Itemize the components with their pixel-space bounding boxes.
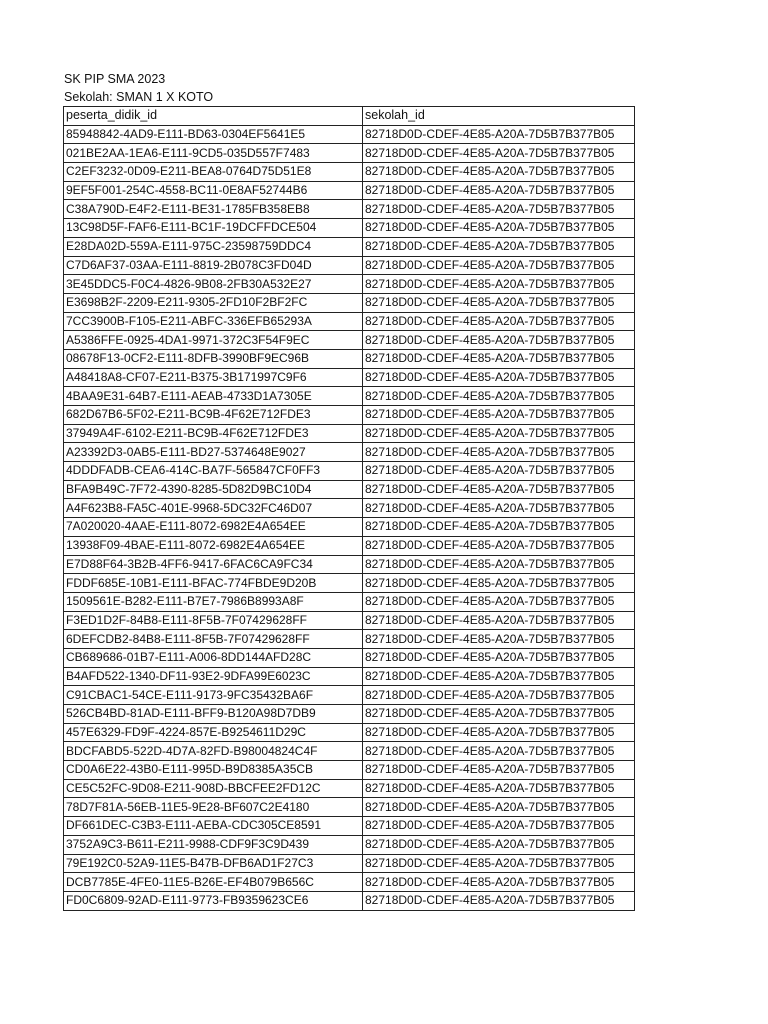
cell-sekolah-id: 82718D0D-CDEF-4E85-A20A-7D5B7B377B05 bbox=[363, 873, 635, 892]
cell-sekolah-id: 82718D0D-CDEF-4E85-A20A-7D5B7B377B05 bbox=[363, 312, 635, 331]
table-row bbox=[64, 686, 635, 705]
cell-sekolah-id: 82718D0D-CDEF-4E85-A20A-7D5B7B377B05 bbox=[363, 667, 635, 686]
cell-sekolah-id: 82718D0D-CDEF-4E85-A20A-7D5B7B377B05 bbox=[363, 331, 635, 350]
table-row bbox=[64, 574, 635, 593]
table-row bbox=[64, 592, 635, 611]
cell-peserta-didik-id: 682D67B6-5F02-E211-BC9B-4F62E712FDE3 bbox=[64, 406, 363, 425]
cell-peserta-didik-id: C38A790D-E4F2-E111-BE31-1785FB358EB8 bbox=[64, 200, 363, 219]
cell-peserta-didik-id: 021BE2AA-1EA6-E111-9CD5-035D557F7483 bbox=[64, 144, 363, 163]
document-page bbox=[63, 70, 636, 911]
cell-peserta-didik-id: E3698B2F-2209-E211-9305-2FD10F2BF2FC bbox=[64, 293, 363, 312]
cell-peserta-didik-id: C7D6AF37-03AA-E111-8819-2B078C3FD04D bbox=[64, 256, 363, 275]
cell-sekolah-id: 82718D0D-CDEF-4E85-A20A-7D5B7B377B05 bbox=[363, 723, 635, 742]
data-table bbox=[63, 106, 635, 911]
table-row bbox=[64, 144, 635, 163]
cell-sekolah-id: 82718D0D-CDEF-4E85-A20A-7D5B7B377B05 bbox=[363, 462, 635, 481]
cell-sekolah-id: 82718D0D-CDEF-4E85-A20A-7D5B7B377B05 bbox=[363, 163, 635, 182]
cell-sekolah-id: 82718D0D-CDEF-4E85-A20A-7D5B7B377B05 bbox=[363, 406, 635, 425]
table-row bbox=[64, 181, 635, 200]
cell-peserta-didik-id: 6DEFCDB2-84B8-E111-8F5B-7F07429628FF bbox=[64, 630, 363, 649]
document-title: SK PIP SMA 2023 bbox=[64, 72, 166, 86]
table-row bbox=[64, 873, 635, 892]
table-row bbox=[64, 555, 635, 574]
cell-sekolah-id: 82718D0D-CDEF-4E85-A20A-7D5B7B377B05 bbox=[363, 349, 635, 368]
cell-peserta-didik-id: C2EF3232-0D09-E211-BEA8-0764D75D51E8 bbox=[64, 163, 363, 182]
cell-peserta-didik-id: FDDF685E-10B1-E111-BFAC-774FBDE9D20B bbox=[64, 574, 363, 593]
table-row bbox=[64, 368, 635, 387]
cell-peserta-didik-id: 457E6329-FD9F-4224-857E-B9254611D29C bbox=[64, 723, 363, 742]
cell-sekolah-id: 82718D0D-CDEF-4E85-A20A-7D5B7B377B05 bbox=[363, 742, 635, 761]
cell-sekolah-id: 82718D0D-CDEF-4E85-A20A-7D5B7B377B05 bbox=[363, 499, 635, 518]
table-row bbox=[64, 125, 635, 144]
cell-peserta-didik-id: BFA9B49C-7F72-4390-8285-5D82D9BC10D4 bbox=[64, 480, 363, 499]
cell-peserta-didik-id: 7CC3900B-F105-E211-ABFC-336EFB65293A bbox=[64, 312, 363, 331]
cell-sekolah-id: 82718D0D-CDEF-4E85-A20A-7D5B7B377B05 bbox=[363, 705, 635, 724]
cell-peserta-didik-id: E28DA02D-559A-E111-975C-23598759DDC4 bbox=[64, 237, 363, 256]
table-row bbox=[64, 387, 635, 406]
cell-sekolah-id: 82718D0D-CDEF-4E85-A20A-7D5B7B377B05 bbox=[363, 368, 635, 387]
table-row bbox=[64, 424, 635, 443]
cell-peserta-didik-id: 526CB4BD-81AD-E111-BFF9-B120A98D7DB9 bbox=[64, 705, 363, 724]
table-row bbox=[64, 518, 635, 537]
cell-sekolah-id: 82718D0D-CDEF-4E85-A20A-7D5B7B377B05 bbox=[363, 854, 635, 873]
table-row bbox=[64, 817, 635, 836]
cell-peserta-didik-id: E7D88F64-3B2B-4FF6-9417-6FAC6CA9FC34 bbox=[64, 555, 363, 574]
table-row bbox=[64, 349, 635, 368]
table-row bbox=[64, 480, 635, 499]
table-row bbox=[64, 723, 635, 742]
table-row bbox=[64, 200, 635, 219]
table-row bbox=[64, 742, 635, 761]
cell-sekolah-id: 82718D0D-CDEF-4E85-A20A-7D5B7B377B05 bbox=[363, 387, 635, 406]
cell-peserta-didik-id: BDCFABD5-522D-4D7A-82FD-B98004824C4F bbox=[64, 742, 363, 761]
table-row bbox=[64, 312, 635, 331]
cell-sekolah-id: 82718D0D-CDEF-4E85-A20A-7D5B7B377B05 bbox=[363, 237, 635, 256]
cell-sekolah-id: 82718D0D-CDEF-4E85-A20A-7D5B7B377B05 bbox=[363, 125, 635, 144]
column-header-sekolah-id: sekolah_id bbox=[363, 107, 635, 126]
cell-peserta-didik-id: 4DDDFADB-CEA6-414C-BA7F-565847CF0FF3 bbox=[64, 462, 363, 481]
cell-sekolah-id: 82718D0D-CDEF-4E85-A20A-7D5B7B377B05 bbox=[363, 256, 635, 275]
cell-peserta-didik-id: 08678F13-0CF2-E111-8DFB-3990BF9EC96B bbox=[64, 349, 363, 368]
cell-sekolah-id: 82718D0D-CDEF-4E85-A20A-7D5B7B377B05 bbox=[363, 275, 635, 294]
table-row bbox=[64, 219, 635, 238]
cell-sekolah-id: 82718D0D-CDEF-4E85-A20A-7D5B7B377B05 bbox=[363, 480, 635, 499]
table-row bbox=[64, 779, 635, 798]
table-row bbox=[64, 237, 635, 256]
cell-peserta-didik-id: 3752A9C3-B611-E211-9988-CDF9F3C9D439 bbox=[64, 835, 363, 854]
cell-peserta-didik-id: 3E45DDC5-F0C4-4826-9B08-2FB30A532E27 bbox=[64, 275, 363, 294]
cell-peserta-didik-id: FD0C6809-92AD-E111-9773-FB9359623CE6 bbox=[64, 891, 363, 910]
cell-sekolah-id: 82718D0D-CDEF-4E85-A20A-7D5B7B377B05 bbox=[363, 200, 635, 219]
cell-peserta-didik-id: 37949A4F-6102-E211-BC9B-4F62E712FDE3 bbox=[64, 424, 363, 443]
cell-peserta-didik-id: A48418A8-CF07-E211-B375-3B171997C9F6 bbox=[64, 368, 363, 387]
cell-peserta-didik-id: 79E192C0-52A9-11E5-B47B-DFB6AD1F27C3 bbox=[64, 854, 363, 873]
table-row bbox=[64, 293, 635, 312]
table-row bbox=[64, 667, 635, 686]
table-row bbox=[64, 891, 635, 910]
cell-sekolah-id: 82718D0D-CDEF-4E85-A20A-7D5B7B377B05 bbox=[363, 648, 635, 667]
cell-peserta-didik-id: 78D7F81A-56EB-11E5-9E28-BF607C2E4180 bbox=[64, 798, 363, 817]
cell-sekolah-id: 82718D0D-CDEF-4E85-A20A-7D5B7B377B05 bbox=[363, 611, 635, 630]
cell-peserta-didik-id: CE5C52FC-9D08-E211-908D-BBCFEE2FD12C bbox=[64, 779, 363, 798]
table-row bbox=[64, 406, 635, 425]
table-body bbox=[64, 125, 635, 910]
cell-sekolah-id: 82718D0D-CDEF-4E85-A20A-7D5B7B377B05 bbox=[363, 293, 635, 312]
table-row bbox=[64, 536, 635, 555]
cell-peserta-didik-id: CD0A6E22-43B0-E111-995D-B9D8385A35CB bbox=[64, 761, 363, 780]
cell-sekolah-id: 82718D0D-CDEF-4E85-A20A-7D5B7B377B05 bbox=[363, 219, 635, 238]
cell-sekolah-id: 82718D0D-CDEF-4E85-A20A-7D5B7B377B05 bbox=[363, 835, 635, 854]
table-row bbox=[64, 499, 635, 518]
cell-sekolah-id: 82718D0D-CDEF-4E85-A20A-7D5B7B377B05 bbox=[363, 686, 635, 705]
cell-peserta-didik-id: CB689686-01B7-E111-A006-8DD144AFD28C bbox=[64, 648, 363, 667]
cell-sekolah-id: 82718D0D-CDEF-4E85-A20A-7D5B7B377B05 bbox=[363, 443, 635, 462]
cell-peserta-didik-id: A23392D3-0AB5-E111-BD27-5374648E9027 bbox=[64, 443, 363, 462]
table-row bbox=[64, 648, 635, 667]
cell-peserta-didik-id: C91CBAC1-54CE-E111-9173-9FC35432BA6F bbox=[64, 686, 363, 705]
cell-peserta-didik-id: 85948842-4AD9-E111-BD63-0304EF5641E5 bbox=[64, 125, 363, 144]
table-row bbox=[64, 462, 635, 481]
cell-sekolah-id: 82718D0D-CDEF-4E85-A20A-7D5B7B377B05 bbox=[363, 891, 635, 910]
table-row bbox=[64, 275, 635, 294]
cell-sekolah-id: 82718D0D-CDEF-4E85-A20A-7D5B7B377B05 bbox=[363, 592, 635, 611]
cell-sekolah-id: 82718D0D-CDEF-4E85-A20A-7D5B7B377B05 bbox=[363, 536, 635, 555]
table-row bbox=[64, 611, 635, 630]
column-header-peserta-didik-id: peserta_didik_id bbox=[64, 107, 363, 126]
cell-peserta-didik-id: DF661DEC-C3B3-E111-AEBA-CDC305CE8591 bbox=[64, 817, 363, 836]
cell-peserta-didik-id: B4AFD522-1340-DF11-93E2-9DFA99E6023C bbox=[64, 667, 363, 686]
cell-peserta-didik-id: 13C98D5F-FAF6-E111-BC1F-19DCFFDCE504 bbox=[64, 219, 363, 238]
cell-sekolah-id: 82718D0D-CDEF-4E85-A20A-7D5B7B377B05 bbox=[363, 555, 635, 574]
table-row bbox=[64, 331, 635, 350]
table-row bbox=[64, 443, 635, 462]
table-row bbox=[64, 761, 635, 780]
cell-sekolah-id: 82718D0D-CDEF-4E85-A20A-7D5B7B377B05 bbox=[363, 798, 635, 817]
cell-peserta-didik-id: A5386FFE-0925-4DA1-9971-372C3F54F9EC bbox=[64, 331, 363, 350]
cell-sekolah-id: 82718D0D-CDEF-4E85-A20A-7D5B7B377B05 bbox=[363, 779, 635, 798]
school-line: Sekolah: SMAN 1 X KOTO bbox=[64, 90, 214, 104]
cell-peserta-didik-id: 7A020020-4AAE-E111-8072-6982E4A654EE bbox=[64, 518, 363, 537]
cell-peserta-didik-id: 4BAA9E31-64B7-E111-AEAB-4733D1A7305E bbox=[64, 387, 363, 406]
cell-peserta-didik-id: A4F623B8-FA5C-401E-9968-5DC32FC46D07 bbox=[64, 499, 363, 518]
cell-sekolah-id: 82718D0D-CDEF-4E85-A20A-7D5B7B377B05 bbox=[363, 181, 635, 200]
table-row bbox=[64, 798, 635, 817]
cell-sekolah-id: 82718D0D-CDEF-4E85-A20A-7D5B7B377B05 bbox=[363, 144, 635, 163]
cell-sekolah-id: 82718D0D-CDEF-4E85-A20A-7D5B7B377B05 bbox=[363, 574, 635, 593]
cell-peserta-didik-id: 13938F09-4BAE-E111-8072-6982E4A654EE bbox=[64, 536, 363, 555]
cell-sekolah-id: 82718D0D-CDEF-4E85-A20A-7D5B7B377B05 bbox=[363, 817, 635, 836]
table-row bbox=[64, 835, 635, 854]
cell-sekolah-id: 82718D0D-CDEF-4E85-A20A-7D5B7B377B05 bbox=[363, 518, 635, 537]
table-row bbox=[64, 163, 635, 182]
cell-peserta-didik-id: F3ED1D2F-84B8-E111-8F5B-7F07429628FF bbox=[64, 611, 363, 630]
cell-peserta-didik-id: 1509561E-B282-E111-B7E7-7986B8993A8F bbox=[64, 592, 363, 611]
cell-peserta-didik-id: 9EF5F001-254C-4558-BC11-0E8AF52744B6 bbox=[64, 181, 363, 200]
table-row bbox=[64, 630, 635, 649]
table-row bbox=[64, 256, 635, 275]
cell-sekolah-id: 82718D0D-CDEF-4E85-A20A-7D5B7B377B05 bbox=[363, 424, 635, 443]
cell-sekolah-id: 82718D0D-CDEF-4E85-A20A-7D5B7B377B05 bbox=[363, 761, 635, 780]
table-row bbox=[64, 854, 635, 873]
cell-sekolah-id: 82718D0D-CDEF-4E85-A20A-7D5B7B377B05 bbox=[363, 630, 635, 649]
table-row bbox=[64, 705, 635, 724]
cell-peserta-didik-id: DCB7785E-4FE0-11E5-B26E-EF4B079B656C bbox=[64, 873, 363, 892]
table-header-row bbox=[64, 107, 635, 126]
